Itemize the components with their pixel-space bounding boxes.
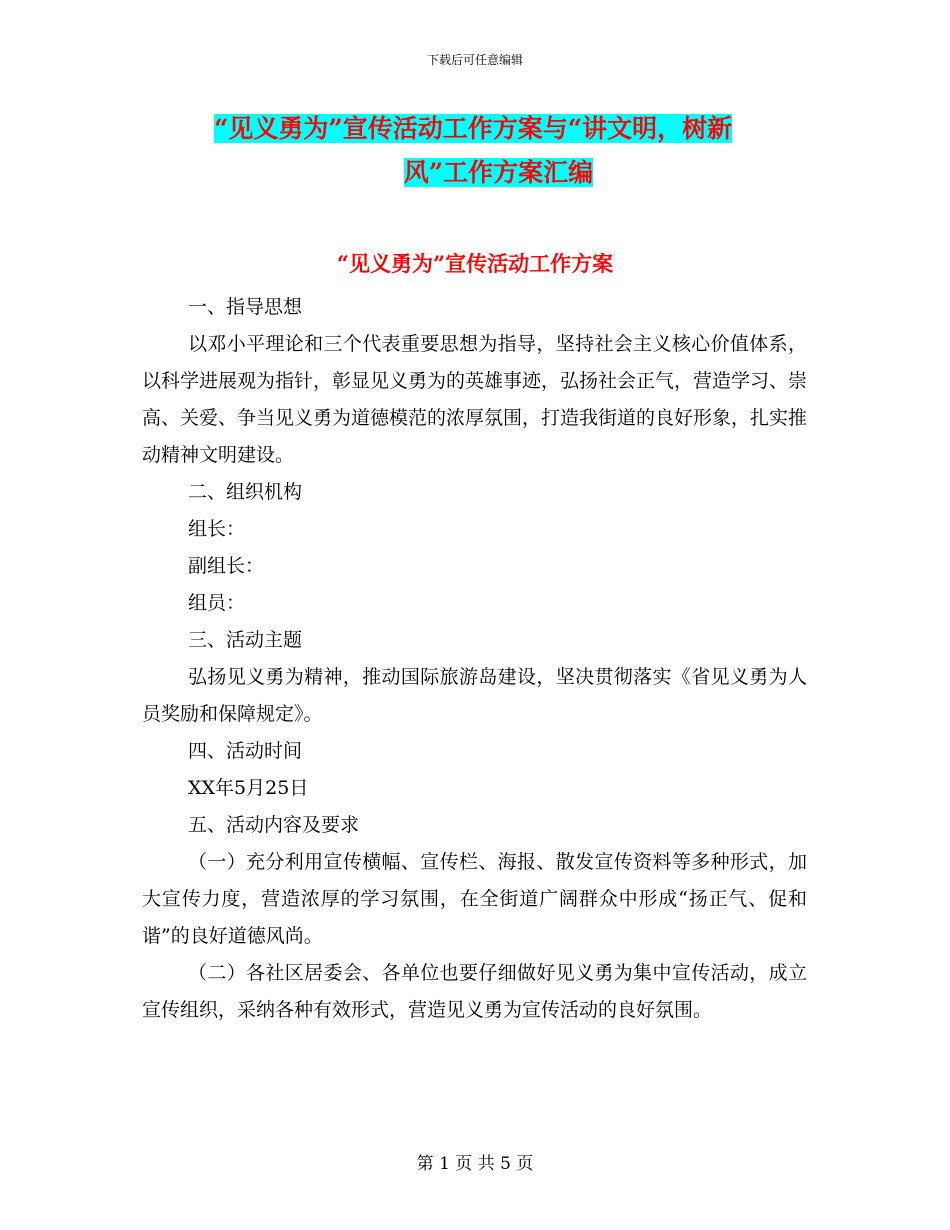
- heading-time: 四、活动时间: [188, 740, 303, 762]
- paragraph-theme: 弘扬见义勇为精神，推动国际旅游岛建设，坚决贯彻落实《省见义勇为人员奖励和保障规定》。: [142, 666, 807, 725]
- heading-content-requirements: 五、活动内容及要求: [188, 814, 360, 836]
- paragraph-guiding-ideology: 以邓小平理论和三个代表重要思想为指导，坚持社会主义核心价值体系，以科学进展观为指针，彰显见义勇为的英雄事迹，弘扬社会正气，营造学习、崇高、关爱、争当见义勇为道德模范的浓厚氛围，打造我街道的良好形象，扎实推动精神文明建设。: [142, 333, 808, 466]
- org-deputy-leader: 副组长：: [188, 555, 265, 577]
- heading-theme: 三、活动主题: [188, 629, 303, 651]
- page-number: 第 1 页 共 5 页: [416, 1154, 534, 1174]
- title-highlight: “见义勇为”宣传活动工作方案与“讲文明，树新: [214, 114, 733, 143]
- heading-organization: 二、组织机构: [188, 481, 303, 503]
- org-leader: 组长：: [188, 518, 246, 540]
- paragraph-requirement-2: （二）各社区居委会、各单位也要仔细做好见义勇为集中宣传活动，成立宣传组织，采纳各种有效形式，营造见义勇为宣传活动的良好氛围。: [142, 962, 807, 1021]
- document-title-line-2: [206, 152, 791, 194]
- document-body: [142, 289, 807, 1029]
- activity-date: XX年5月25日: [188, 777, 309, 799]
- org-members: 组员：: [188, 592, 246, 614]
- document-title: [206, 108, 791, 194]
- section-title: “见义勇为”宣传活动工作方案: [336, 251, 614, 276]
- paragraph-requirement-1: （一）充分利用宣传横幅、宣传栏、海报、散发宣传资料等多种形式，加大宣传力度，营造浓厚的学习氛围，在全街道广阔群众中形成“扬正气、促和谐”的良好道德风尚。: [142, 851, 807, 947]
- document-title-line-1: [206, 108, 791, 150]
- page-header-note: 下载后可任意编辑: [426, 53, 523, 67]
- heading-guiding-ideology: 一、指导思想: [188, 296, 303, 318]
- title-highlight: 风”工作方案汇编: [403, 158, 594, 187]
